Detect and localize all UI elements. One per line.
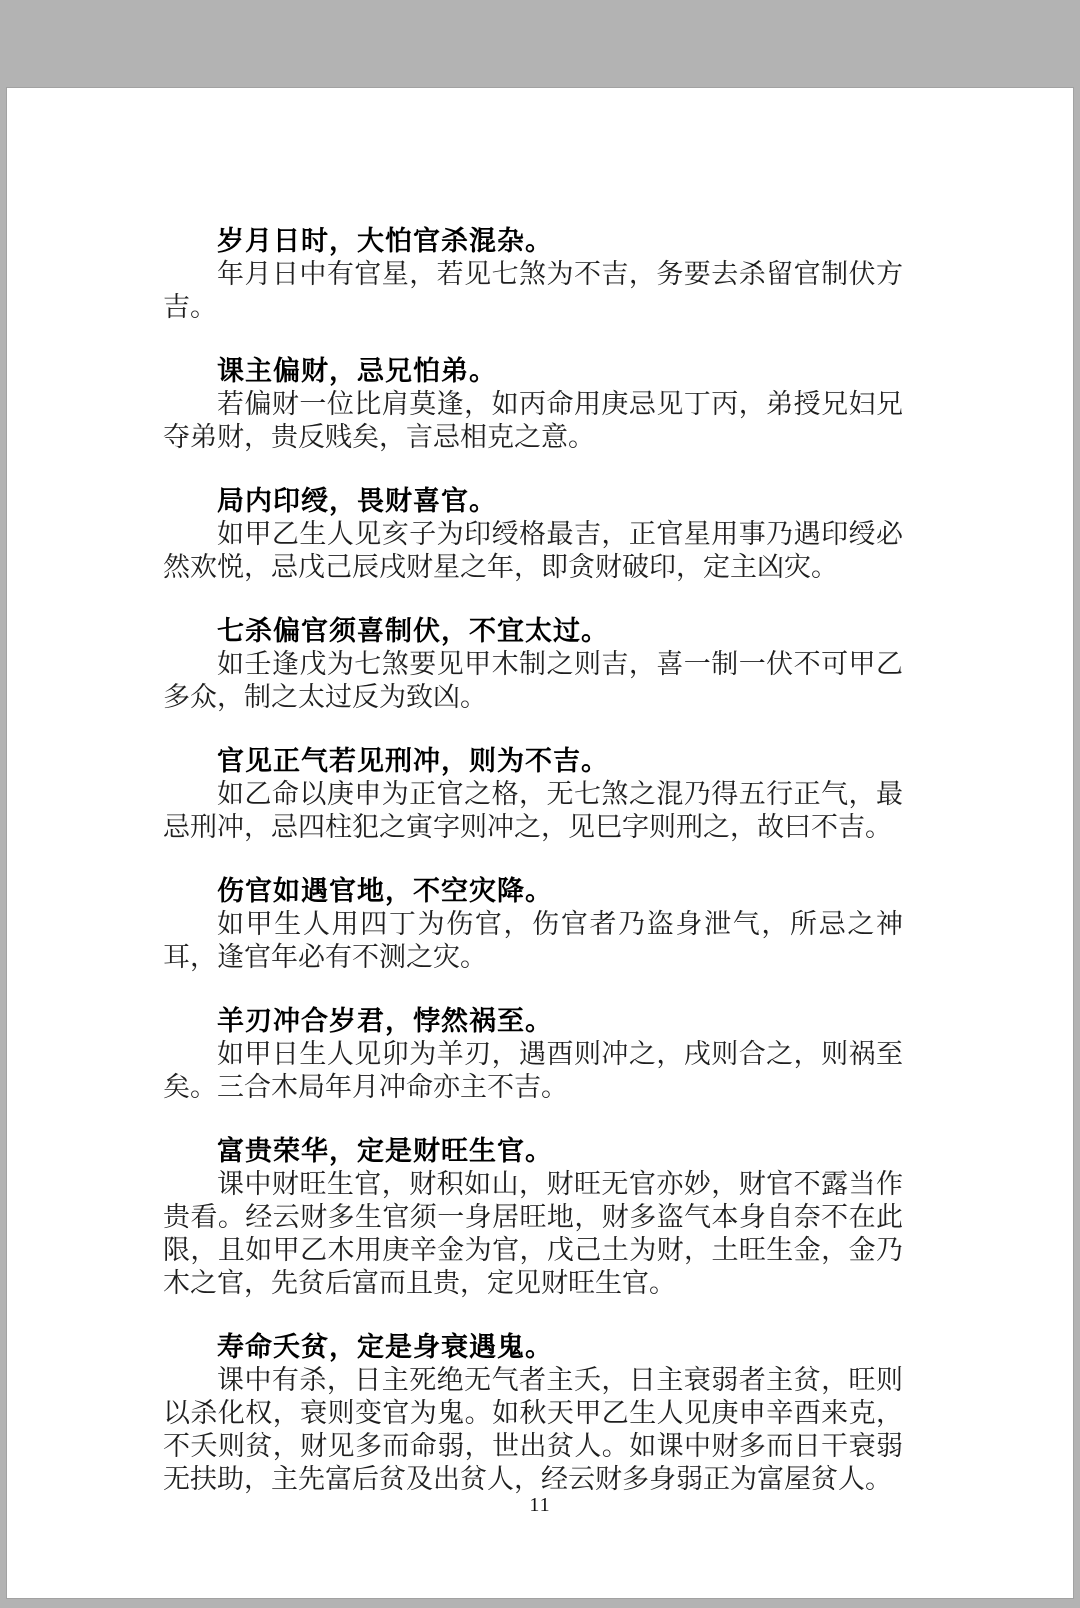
text-section — [163, 485, 903, 584]
section-heading: 伤官如遇官地，不空灾降。 — [217, 876, 553, 906]
text-section — [163, 615, 903, 714]
page-number: 11 — [529, 1494, 551, 1516]
section-body: 如壬逢戊为七煞要见甲木制之则吉，喜一制一伏不可甲乙多众，制之太过反为致凶。 — [163, 649, 903, 712]
section-heading: 羊刃冲合岁君，悖然祸至。 — [217, 1006, 553, 1036]
section-heading: 岁月日时，大怕官杀混杂。 — [217, 226, 553, 256]
section-heading: 寿命夭贫，定是身衰遇鬼。 — [217, 1332, 553, 1362]
section-heading: 七杀偏官须喜制伏，不宜太过。 — [217, 616, 609, 646]
document-page — [7, 88, 1073, 1598]
text-section — [163, 1331, 903, 1496]
section-heading: 富贵荣华，定是财旺生官。 — [217, 1136, 553, 1166]
text-section — [163, 1135, 903, 1300]
section-body: 课中有杀，日主死绝无气者主夭，日主衰弱者主贫，旺则以杀化权，衰则变官为鬼。如秋天甲乙生人见庚申辛酉来克，不夭则贫，财见多而命弱，世出贫人。如课中财多而日干衰弱无扶助，主先富后贫及出贫人，经云财多身弱正为富屋贫人。 — [163, 1365, 903, 1494]
section-heading: 课主偏财，忌兄怕弟。 — [217, 356, 497, 386]
section-body: 如甲日生人见卯为羊刃，遇酉则冲之，戌则合之，则祸至矣。三合木局年月冲命亦主不吉。 — [163, 1039, 903, 1102]
text-section — [163, 745, 903, 844]
text-section — [163, 1005, 903, 1104]
section-body: 如甲生人用四丁为伤官，伤官者乃盗身泄气，所忌之神耳，逢官年必有不测之灾。 — [163, 909, 903, 972]
section-body: 如乙命以庚申为正官之格，无七煞之混乃得五行正气，最忌刑冲，忌四柱犯之寅字则冲之，见巳字则刑之，故曰不吉。 — [163, 779, 903, 842]
text-section — [163, 875, 903, 974]
section-body: 如甲乙生人见亥子为印绶格最吉，正官星用事乃遇印绶必然欢悦，忌戊己辰戌财星之年，即贪财破印，定主凶灾。 — [163, 519, 903, 582]
section-heading: 官见正气若见刑冲，则为不吉。 — [217, 746, 609, 776]
text-section — [163, 355, 903, 454]
section-body: 若偏财一位比肩莫逢，如丙命用庚忌见丁丙，弟授兄妇兄夺弟财，贵反贱矣，言忌相克之意。 — [163, 389, 903, 452]
page-content — [163, 225, 903, 1527]
section-heading: 局内印绶，畏财喜官。 — [217, 486, 497, 516]
section-body: 课中财旺生官，财积如山，财旺无官亦妙，财官不露当作贵看。经云财多生官须一身居旺地，财多盗气本身自奈不在此限，且如甲乙木用庚辛金为官，戊己土为财，土旺生金，金乃木之官，先贫后富而且贵，定见财旺生官。 — [163, 1169, 903, 1298]
text-section — [163, 225, 903, 324]
section-body: 年月日中有官星，若见七煞为不吉，务要去杀留官制伏方吉。 — [163, 259, 903, 322]
